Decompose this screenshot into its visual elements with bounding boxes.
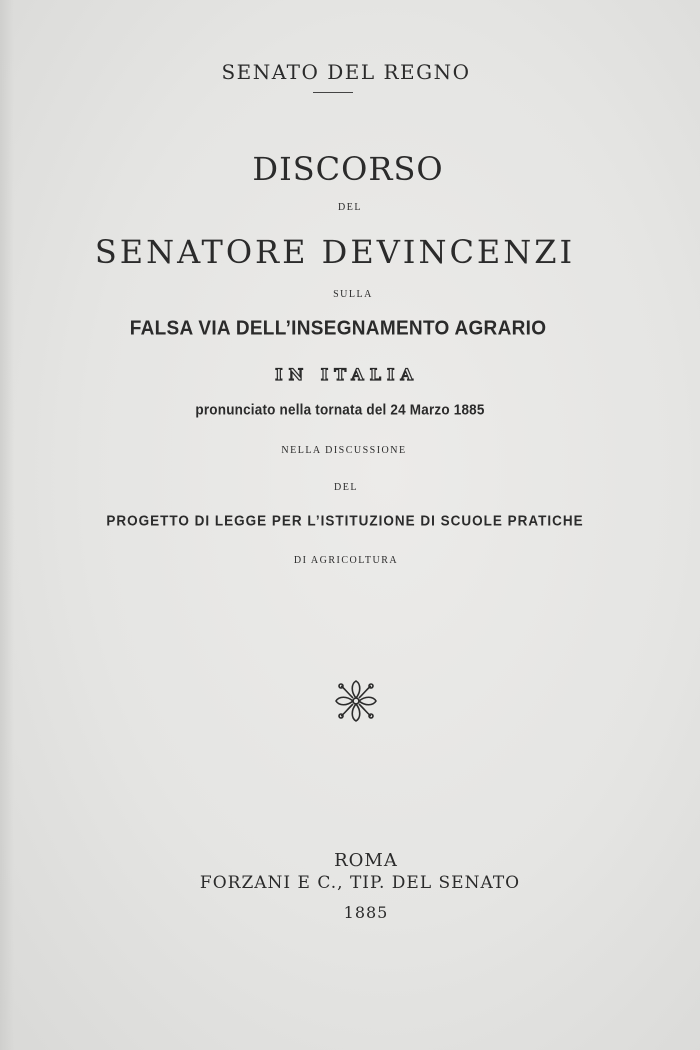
imprint-city: ROMA	[334, 850, 398, 871]
document-title: DISCORSO	[252, 150, 444, 188]
imprint-year: 1885	[343, 903, 389, 922]
speech-subject: FALSA VIA DELL’INSEGNAMENTO AGRARIO	[129, 317, 547, 340]
senator-name: SENATORE DEVINCENZI	[94, 233, 576, 271]
header-rule	[313, 92, 353, 93]
bill-title-end: DI AGRICOLTURA	[293, 555, 399, 566]
header-senate: SENATO DEL REGNO	[221, 60, 471, 84]
connector-sulla: SULLA	[333, 289, 373, 300]
delivery-date: pronunciato nella tornata del 24 Marzo 1885	[195, 401, 485, 418]
bill-title: PROGETTO DI LEGGE PER L’ISTITUZIONE DI SCUOLE PRATICHE	[106, 512, 584, 529]
imprint-printer: FORZANI E C., TIP. DEL SENATO	[199, 873, 521, 893]
connector-del-2: DEL	[334, 482, 358, 493]
floral-ornament-icon	[333, 678, 379, 724]
connector-del: DEL	[338, 202, 362, 213]
connector-nella-discussione: NELLA DISCUSSIONE	[281, 445, 407, 456]
speech-subject-place: IN ITALIA	[275, 365, 419, 384]
